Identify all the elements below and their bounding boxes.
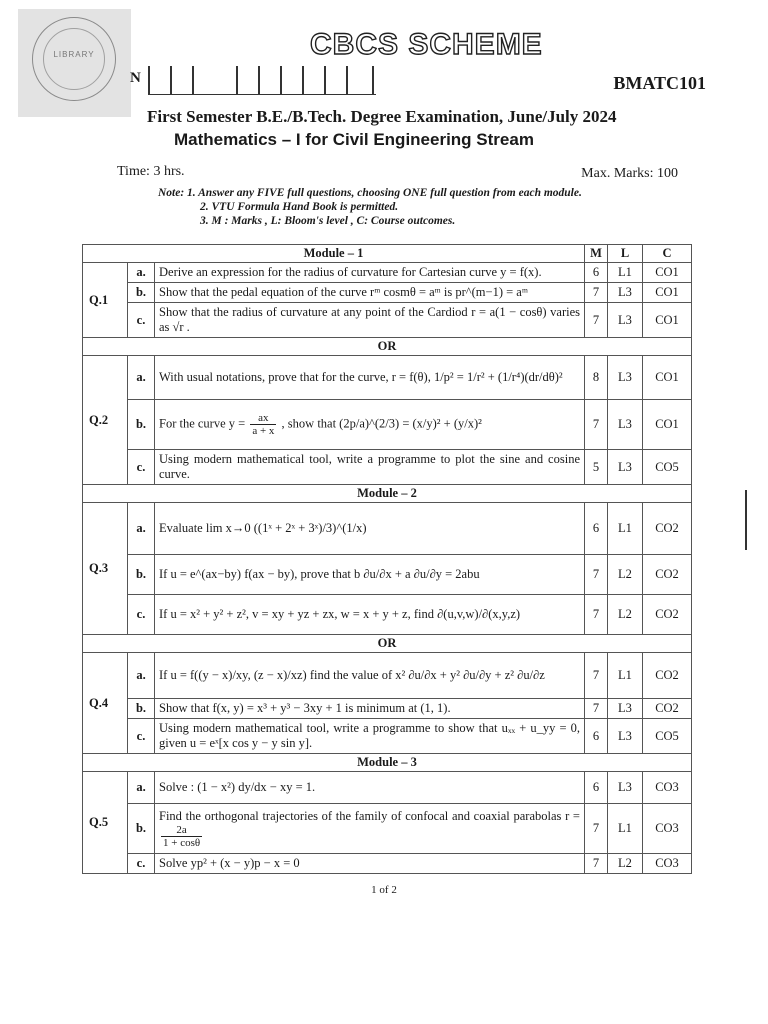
question-text-pre: For the curve y =: [159, 416, 246, 431]
marks: 6: [585, 263, 608, 283]
question-text: [155, 400, 585, 450]
fraction-numerator: 2a: [161, 824, 202, 837]
time-label: Time: 3 hrs.: [117, 164, 185, 179]
max-marks-label: Max. Marks: 100: [581, 166, 678, 181]
course-outcome: CO1: [643, 400, 692, 450]
course-outcome: CO1: [643, 303, 692, 338]
subpart-label: c.: [128, 719, 155, 754]
blooms-level: L3: [608, 400, 643, 450]
course-outcome: CO2: [643, 555, 692, 595]
marks: 7: [585, 699, 608, 719]
question-text: If u = x² + y² + z², v = xy + yz + zx, w = x + y + z, find ∂(u,v,w)/∂(x,y,z): [155, 595, 585, 635]
marks: 7: [585, 400, 608, 450]
course-outcome: CO3: [643, 854, 692, 874]
blooms-level: L1: [608, 804, 643, 854]
subpart-label: b.: [128, 804, 155, 854]
subpart-label: b.: [128, 699, 155, 719]
blooms-level: L3: [608, 719, 643, 754]
note-1: Note: 1. Answer any FIVE full questions, choosing ONE full question from each module.: [158, 187, 582, 199]
fraction: [250, 412, 276, 437]
table-row: [83, 400, 692, 450]
col-co-header: C: [643, 245, 692, 263]
question-number: Q.2: [83, 356, 128, 485]
note-3: 3. M : Marks , L: Bloom's level , C: Course outcomes.: [200, 215, 456, 227]
course-outcome: CO5: [643, 450, 692, 485]
subpart-label: c.: [128, 303, 155, 338]
blooms-level: L2: [608, 595, 643, 635]
fraction-denominator: a + x: [252, 425, 275, 437]
note-2: 2. VTU Formula Hand Book is permitted.: [200, 201, 399, 213]
question-text: Using modern mathematical tool, write a programme to show that uₓₓ + u_yy = 0, given u = eˣ[x cos y − y sin y].: [155, 719, 585, 754]
question-text: If u = f((y − x)/xy, (z − x)/xz) find the value of x² ∂u/∂x + y² ∂u/∂y + z² ∂u/∂z: [155, 653, 585, 699]
or-label: OR: [83, 338, 692, 356]
module-1-heading: Module – 1: [83, 245, 585, 263]
course-outcome: CO3: [643, 804, 692, 854]
course-outcome: CO2: [643, 653, 692, 699]
table-row: [83, 356, 692, 400]
table-row: [83, 503, 692, 555]
usn-boxes: [148, 64, 376, 95]
course-outcome: CO2: [643, 699, 692, 719]
question-text: If u = e^(ax−by) f(ax − by), prove that b ∂u/∂x + a ∂u/∂y = 2abu: [155, 555, 585, 595]
blooms-level: L3: [608, 303, 643, 338]
course-outcome: CO1: [643, 283, 692, 303]
question-number: Q.4: [83, 653, 128, 754]
fraction-numerator: ax: [250, 412, 276, 425]
question-text: With usual notations, prove that for the curve, r = f(θ), 1/p² = 1/r² + (1/r⁴)(dr/dθ)²: [155, 356, 585, 400]
table-row: [83, 263, 692, 283]
course-outcome: CO2: [643, 595, 692, 635]
question-text-pre: Find the orthogonal trajectories of the family of confocal and coaxial parabolas r =: [159, 808, 580, 823]
marks: 6: [585, 719, 608, 754]
marks: 7: [585, 653, 608, 699]
col-marks-header: M: [585, 245, 608, 263]
table-row: [83, 653, 692, 699]
or-row: [83, 635, 692, 653]
stamp-seal-icon: [32, 17, 116, 101]
marks: 7: [585, 555, 608, 595]
question-text: Derive an expression for the radius of curvature for Cartesian curve y = f(x).: [155, 263, 585, 283]
marks: 7: [585, 303, 608, 338]
question-number: Q.1: [83, 263, 128, 338]
module-row: [83, 754, 692, 772]
table-row: [83, 555, 692, 595]
subpart-label: b.: [128, 283, 155, 303]
blooms-level: L2: [608, 555, 643, 595]
blooms-level: L3: [608, 450, 643, 485]
course-outcome: CO1: [643, 263, 692, 283]
blooms-level: L1: [608, 503, 643, 555]
marks: 7: [585, 283, 608, 303]
stamp-text: LIBRARY: [53, 50, 95, 59]
table-row: [83, 450, 692, 485]
or-label: OR: [83, 635, 692, 653]
course-outcome: CO1: [643, 356, 692, 400]
fraction: [161, 824, 202, 849]
module-3-heading: Module – 3: [83, 754, 692, 772]
marks: 7: [585, 804, 608, 854]
marks: 7: [585, 595, 608, 635]
table-row: [83, 699, 692, 719]
subpart-label: c.: [128, 450, 155, 485]
module-header-row: [83, 245, 692, 263]
course-outcome: CO3: [643, 772, 692, 804]
blooms-level: L2: [608, 854, 643, 874]
page-number: 1 of 2: [371, 884, 397, 896]
question-text: Show that the radius of curvature at any point of the Cardiod r = a(1 − cosθ) varies as √r .: [155, 303, 585, 338]
usn-label: N: [130, 70, 141, 86]
blooms-level: L3: [608, 283, 643, 303]
marks: 5: [585, 450, 608, 485]
exam-title: First Semester B.E./B.Tech. Degree Examination, June/July 2024: [147, 107, 617, 126]
subpart-label: b.: [128, 400, 155, 450]
question-text: Solve : (1 − x²) dy/dx − xy = 1.: [155, 772, 585, 804]
marks: 6: [585, 503, 608, 555]
question-text-post: , show that (2p/a)^(2/3) = (x/y)² + (y/x)²: [281, 416, 482, 431]
subpart-label: c.: [128, 595, 155, 635]
library-stamp: [18, 9, 131, 117]
question-text: Show that f(x, y) = x³ + y³ − 3xy + 1 is minimum at (1, 1).: [155, 699, 585, 719]
blooms-level: L3: [608, 699, 643, 719]
subject-title: Mathematics – I for Civil Engineering Stream: [174, 130, 534, 149]
table-row: [83, 595, 692, 635]
blooms-level: L1: [608, 653, 643, 699]
module-2-heading: Module – 2: [83, 485, 692, 503]
marks: 7: [585, 854, 608, 874]
question-text: Solve yp² + (x − y)p − x = 0: [155, 854, 585, 874]
fraction-denominator: 1 + cosθ: [163, 836, 201, 849]
subpart-label: a.: [128, 772, 155, 804]
scan-edge-mark: [745, 490, 747, 550]
table-row: [83, 804, 692, 854]
question-table: [82, 244, 692, 874]
subpart-label: c.: [128, 854, 155, 874]
blooms-level: L1: [608, 263, 643, 283]
module-row: [83, 485, 692, 503]
subpart-label: a.: [128, 356, 155, 400]
course-outcome: CO5: [643, 719, 692, 754]
subpart-label: b.: [128, 555, 155, 595]
question-text: [155, 804, 585, 854]
col-level-header: L: [608, 245, 643, 263]
table-row: [83, 719, 692, 754]
course-outcome: CO2: [643, 503, 692, 555]
table-row: [83, 283, 692, 303]
scheme-title: CBCS SCHEME: [310, 28, 543, 61]
question-text: Evaluate lim x→0 ((1ˣ + 2ˣ + 3ˣ)/3)^(1/x): [155, 503, 585, 555]
question-number: Q.5: [83, 772, 128, 874]
question-number: Q.3: [83, 503, 128, 635]
question-text: Using modern mathematical tool, write a programme to plot the sine and cosine curve.: [155, 450, 585, 485]
blooms-level: L3: [608, 772, 643, 804]
subpart-label: a.: [128, 263, 155, 283]
question-text: Show that the pedal equation of the curve rᵐ cosmθ = aᵐ is pr^(m−1) = aᵐ: [155, 283, 585, 303]
or-row: [83, 338, 692, 356]
marks: 8: [585, 356, 608, 400]
table-row: [83, 772, 692, 804]
subpart-label: a.: [128, 503, 155, 555]
table-row: [83, 854, 692, 874]
blooms-level: L3: [608, 356, 643, 400]
instructions: [158, 186, 582, 228]
subpart-label: a.: [128, 653, 155, 699]
table-row: [83, 303, 692, 338]
marks: 6: [585, 772, 608, 804]
subject-code: BMATC101: [613, 73, 706, 93]
